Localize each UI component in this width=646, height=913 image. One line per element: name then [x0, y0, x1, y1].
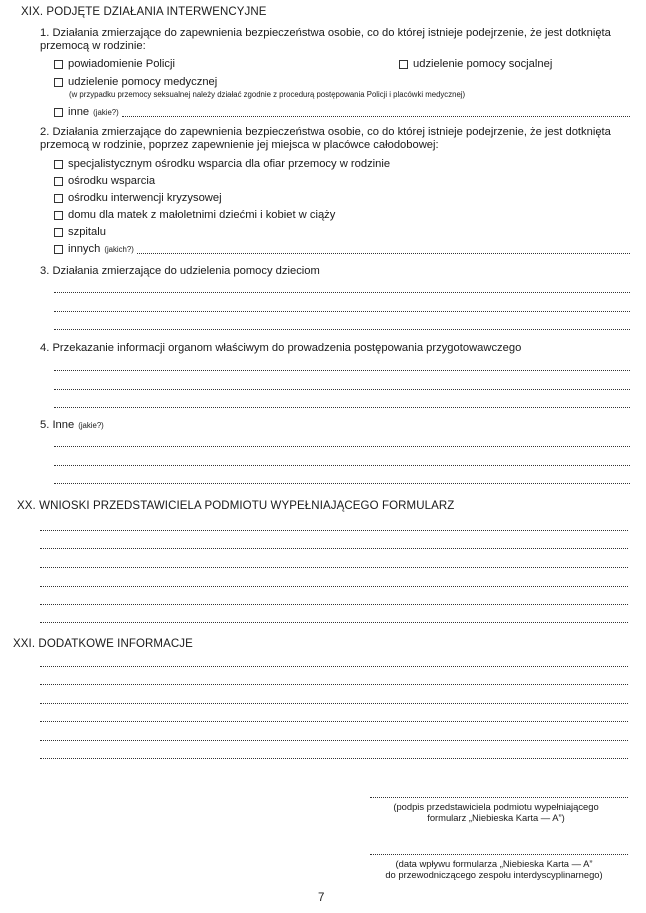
section-xx-title: XX. WNIOSKI PRZEDSTAWICIELA PODMIOTU WYPEŁNIAJĄCEGO FORMULARZ: [17, 500, 455, 512]
option-crisis-center[interactable]: [54, 192, 222, 205]
sec21-line-3[interactable]: [40, 703, 628, 704]
checkbox-other-actions[interactable]: [54, 108, 63, 117]
q1-title: 1. Działania zmierzające do zapewnienia bezpieczeństwa osobie, co do której istnieje podejrzenie, że jest dotknięta przemocą w rodzinie:: [40, 27, 611, 53]
sec20-line-2[interactable]: [40, 548, 628, 549]
option-specialist-center[interactable]: [54, 158, 390, 171]
date-received-caption: [364, 858, 624, 881]
sec20-line-5[interactable]: [40, 604, 628, 605]
section-xxi-title: XXI. DODATKOWE INFORMACJE: [13, 638, 193, 650]
checkbox-other-facility[interactable]: [54, 245, 63, 254]
sec20-line-1[interactable]: [40, 530, 628, 531]
q3-line-3[interactable]: [54, 329, 630, 330]
other-facility-field[interactable]: [137, 245, 630, 254]
option-other-facility[interactable]: [54, 243, 630, 256]
option-specialist-center-label: specjalistycznym ośrodku wsparcia dla ofiar przemocy w rodzinie: [68, 158, 391, 170]
other-facility-hint: (jakich?): [104, 245, 134, 255]
option-other-facility-label: innych: [68, 243, 101, 255]
q5-line-1[interactable]: [54, 446, 630, 447]
medical-note: (w przypadku przemocy seksualnej należy działać zgodnie z procedurą postępowania Policji i placówki medycznej): [69, 90, 466, 99]
sec20-line-4[interactable]: [40, 586, 628, 587]
sec21-line-2[interactable]: [40, 684, 628, 685]
q5-title-row: [40, 419, 104, 432]
page-number: 7: [318, 892, 325, 904]
option-support-center-label: ośrodku wsparcia: [68, 175, 156, 187]
option-social[interactable]: [399, 58, 552, 71]
q5-line-3[interactable]: [54, 483, 630, 484]
sec20-line-6[interactable]: [40, 622, 628, 623]
date-received-caption-line2: do przewodniczącego zespołu interdyscyplinarnego): [385, 869, 603, 881]
option-other-actions[interactable]: [54, 106, 630, 119]
option-mothers-home[interactable]: [54, 209, 335, 222]
signature-caption-line1: (podpis przedstawiciela podmiotu wypełniającego: [393, 801, 599, 812]
other-actions-hint: (jakie?): [93, 108, 119, 118]
option-hospital-label: szpitalu: [68, 226, 106, 238]
sec21-line-6[interactable]: [40, 758, 628, 759]
option-police-label: powiadomienie Policji: [68, 58, 175, 70]
option-support-center[interactable]: [54, 175, 155, 188]
checkbox-police[interactable]: [54, 60, 63, 69]
q4-line-2[interactable]: [54, 389, 630, 390]
checkbox-medical[interactable]: [54, 78, 63, 87]
signature-field[interactable]: [370, 797, 628, 798]
checkbox-specialist-center[interactable]: [54, 160, 63, 169]
section-xix-title: XIX. PODJĘTE DZIAŁANIA INTERWENCYJNE: [21, 6, 267, 18]
q5-hint: (jakie?): [78, 421, 104, 431]
q4-title: 4. Przekazanie informacji organom właściwym do prowadzenia postępowania przygotowawczego: [40, 342, 522, 354]
signature-caption: [366, 801, 626, 824]
option-crisis-center-label: ośrodku interwencji kryzysowej: [68, 192, 222, 204]
other-actions-field[interactable]: [122, 108, 630, 117]
checkbox-social[interactable]: [399, 60, 408, 69]
option-mothers-home-label: domu dla matek z małoletnimi dziećmi i kobiet w ciąży: [68, 209, 336, 221]
date-received-field[interactable]: [370, 854, 628, 855]
q5-title: 5. Inne: [40, 419, 75, 431]
checkbox-mothers-home[interactable]: [54, 211, 63, 220]
date-received-caption-line1: (data wpływu formularza „Niebieska Karta — A”: [395, 858, 593, 869]
signature-caption-line2: formularz „Niebieska Karta — A”): [427, 812, 565, 824]
checkbox-support-center[interactable]: [54, 177, 63, 186]
option-hospital[interactable]: [54, 226, 106, 239]
checkbox-hospital[interactable]: [54, 228, 63, 237]
option-social-label: udzielenie pomocy socjalnej: [413, 58, 553, 70]
option-police[interactable]: [54, 58, 175, 71]
q4-line-1[interactable]: [54, 370, 630, 371]
sec21-line-5[interactable]: [40, 740, 628, 741]
option-medical[interactable]: [54, 76, 217, 89]
sec21-line-4[interactable]: [40, 721, 628, 722]
sec21-line-1[interactable]: [40, 666, 628, 667]
q3-title: 3. Działania zmierzające do udzielenia pomocy dzieciom: [40, 265, 320, 277]
option-other-actions-label: inne: [68, 106, 90, 118]
checkbox-crisis-center[interactable]: [54, 194, 63, 203]
q5-line-2[interactable]: [54, 465, 630, 466]
sec20-line-3[interactable]: [40, 567, 628, 568]
q2-title: 2. Działania zmierzające do zapewnienia bezpieczeństwa osobie, co do której istnieje podejrzenie, że jest dotknięta przemocą w rodzinie, poprzez zapewnienie jej miejsca w placówce całodobowej:: [40, 126, 611, 152]
q3-line-2[interactable]: [54, 311, 630, 312]
option-medical-label: udzielenie pomocy medycznej: [68, 76, 218, 88]
q4-line-3[interactable]: [54, 407, 630, 408]
q3-line-1[interactable]: [54, 292, 630, 293]
